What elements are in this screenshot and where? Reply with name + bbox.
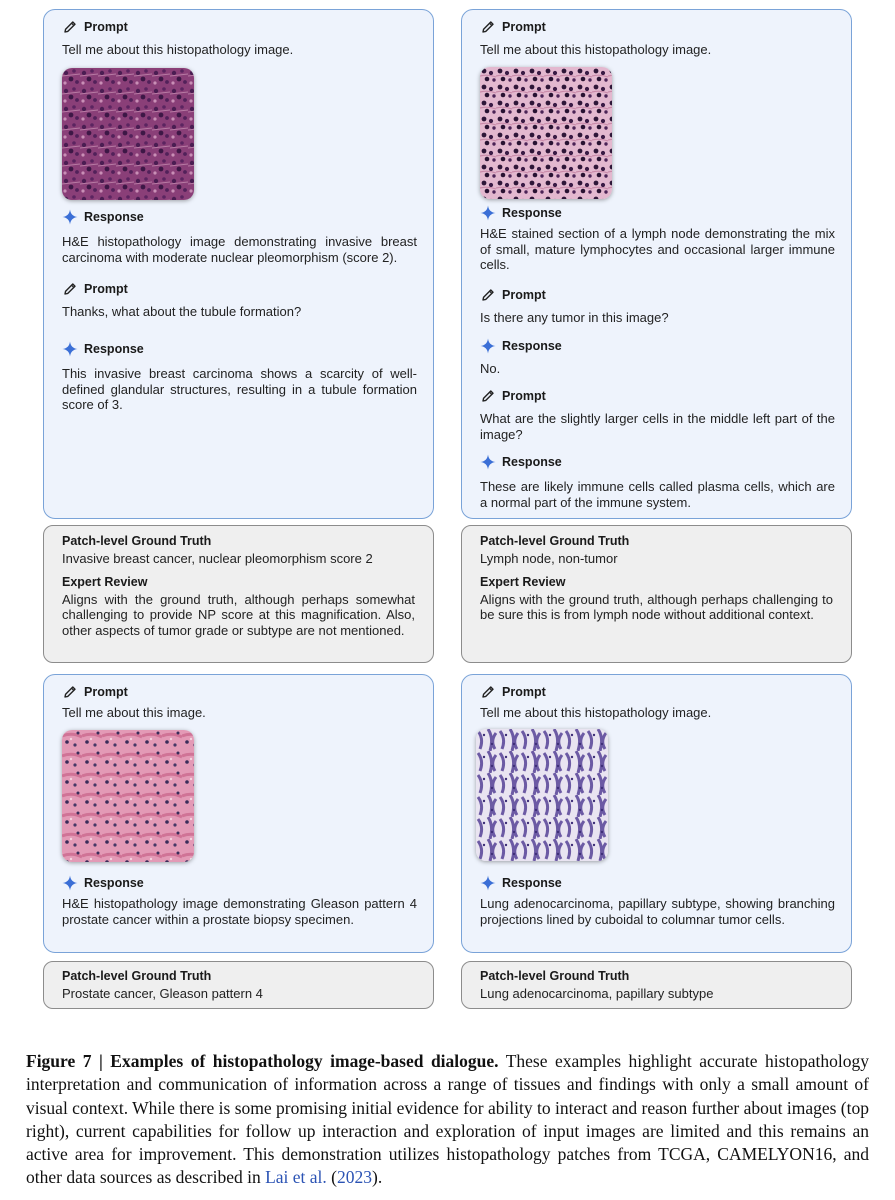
sparkle-icon <box>480 454 496 470</box>
histopathology-image-prostate <box>62 730 194 862</box>
expert-review-label: Expert Review <box>480 574 566 589</box>
ground-truth-box-breast <box>43 525 434 663</box>
figure-label: Figure 7 | Examples of histopathology image-based dialogue. <box>26 1051 499 1071</box>
prompt-label: Prompt <box>84 282 128 296</box>
caption-body: These examples highlight accurate histopathology interpretation and communication of information across a range of tissues and findings with only a small amount of visual context. While there is some promising initial evidence for ability to interact and reason further about images (top right), current capabilities for follow up interaction and exploration of input images are limited and this remains an active area for improvement. This demonstration utilizes histopathology patches from TCGA, CAMELYON16, and other data sources as described in <box>26 1051 870 1188</box>
response-header <box>62 340 417 358</box>
prompt-text: Tell me about this histopathology image. <box>480 42 712 57</box>
response-label: Response <box>502 455 562 469</box>
response-text: No. <box>480 361 501 376</box>
figure-caption <box>26 1050 869 1190</box>
sparkle-icon <box>62 341 78 357</box>
pencil-icon <box>480 388 496 404</box>
response-label: Response <box>84 876 144 890</box>
prompt-text: What are the slightly larger cells in the middle left part of the image? <box>480 411 835 442</box>
response-text: H&E histopathology image demonstrating invasive breast carcinoma with moderate nuclear pleomorphism (score 2). <box>62 234 417 265</box>
prompt-text: Tell me about this image. <box>62 705 206 720</box>
response-text: H&E stained section of a lymph node demonstrating the mix of small, mature lymphocytes and occasional larger immune cells. <box>480 226 835 272</box>
histopathology-image-breast <box>62 68 194 200</box>
sparkle-icon <box>480 875 496 891</box>
prompt-label: Prompt <box>84 685 128 699</box>
pencil-icon <box>480 287 496 303</box>
prompt-header <box>480 683 835 701</box>
expert-review-label: Expert Review <box>62 574 148 589</box>
response-header <box>480 453 835 471</box>
response-header <box>480 337 835 355</box>
response-text: Lung adenocarcinoma, papillary subtype, showing branching projections lined by cuboidal to columnar tumor cells. <box>480 896 835 927</box>
ground-truth-label: Patch-level Ground Truth <box>62 534 212 548</box>
response-label: Response <box>502 876 562 890</box>
response-label: Response <box>84 210 144 224</box>
response-header <box>62 208 417 226</box>
sparkle-icon <box>480 338 496 354</box>
response-label: Response <box>502 339 562 353</box>
response-text: H&E histopathology image demonstrating Gleason pattern 4 prostate cancer within a prostate biopsy specimen. <box>62 896 417 927</box>
dialogue-card-prostate <box>43 674 434 953</box>
sparkle-icon <box>62 209 78 225</box>
pencil-icon <box>62 281 78 297</box>
pencil-icon <box>480 684 496 700</box>
paren-close: ). <box>372 1167 383 1188</box>
histopathology-image-lymph-node <box>480 67 612 199</box>
prompt-text: Is there any tumor in this image? <box>480 310 669 325</box>
ground-truth-text: Lung adenocarcinoma, papillary subtype <box>480 986 714 1001</box>
response-label: Response <box>502 206 562 220</box>
prompt-header <box>480 387 835 405</box>
response-header <box>480 204 835 222</box>
ground-truth-text: Invasive breast cancer, nuclear pleomorphism score 2 <box>62 551 373 566</box>
sparkle-icon <box>480 205 496 221</box>
ground-truth-label: Patch-level Ground Truth <box>62 969 212 983</box>
response-text: This invasive breast carcinoma shows a scarcity of well-defined glandular structures, resulting in a tubule formation score of 3. <box>62 366 417 412</box>
pencil-icon <box>62 19 78 35</box>
ground-truth-box-lymph-node <box>461 525 852 663</box>
prompt-label: Prompt <box>502 20 546 34</box>
dialogue-card-lymph-node <box>461 9 852 519</box>
pencil-icon <box>480 19 496 35</box>
citation-link[interactable]: Lai et al. <box>265 1167 327 1188</box>
prompt-label: Prompt <box>502 288 546 302</box>
prompt-header <box>62 18 417 36</box>
response-header <box>480 874 835 892</box>
ground-truth-text: Lymph node, non-tumor <box>480 551 618 566</box>
prompt-header <box>62 280 417 298</box>
histopathology-image-lung <box>476 729 608 861</box>
paren-open: ( <box>331 1167 337 1188</box>
prompt-label: Prompt <box>84 20 128 34</box>
response-label: Response <box>84 342 144 356</box>
prompt-text: Tell me about this histopathology image. <box>480 705 712 720</box>
prompt-label: Prompt <box>502 389 546 403</box>
dialogue-card-lung <box>461 674 852 953</box>
prompt-label: Prompt <box>502 685 546 699</box>
expert-review-text: Aligns with the ground truth, although perhaps somewhat challenging to provide NP score at this magnification. Also, other aspects of tumor grade or subtype are not mentioned. <box>62 591 415 638</box>
ground-truth-box-prostate <box>43 961 434 1009</box>
ground-truth-text: Prostate cancer, Gleason pattern 4 <box>62 986 263 1001</box>
response-header <box>62 874 417 892</box>
prompt-header <box>62 683 417 701</box>
prompt-text: Thanks, what about the tubule formation? <box>62 304 302 319</box>
pencil-icon <box>62 684 78 700</box>
ground-truth-label: Patch-level Ground Truth <box>480 534 630 548</box>
sparkle-icon <box>62 875 78 891</box>
expert-review-text: Aligns with the ground truth, although perhaps challenging to be sure this is from lymph node without additional context. <box>480 591 833 622</box>
prompt-text: Tell me about this histopathology image. <box>62 42 294 57</box>
ground-truth-label: Patch-level Ground Truth <box>480 969 630 983</box>
prompt-header <box>480 18 835 36</box>
response-text: These are likely immune cells called plasma cells, which are a normal part of the immune system. <box>480 479 835 510</box>
citation-year[interactable]: 2023 <box>337 1167 372 1188</box>
dialogue-card-breast <box>43 9 434 519</box>
ground-truth-box-lung <box>461 961 852 1009</box>
prompt-header <box>480 286 835 304</box>
